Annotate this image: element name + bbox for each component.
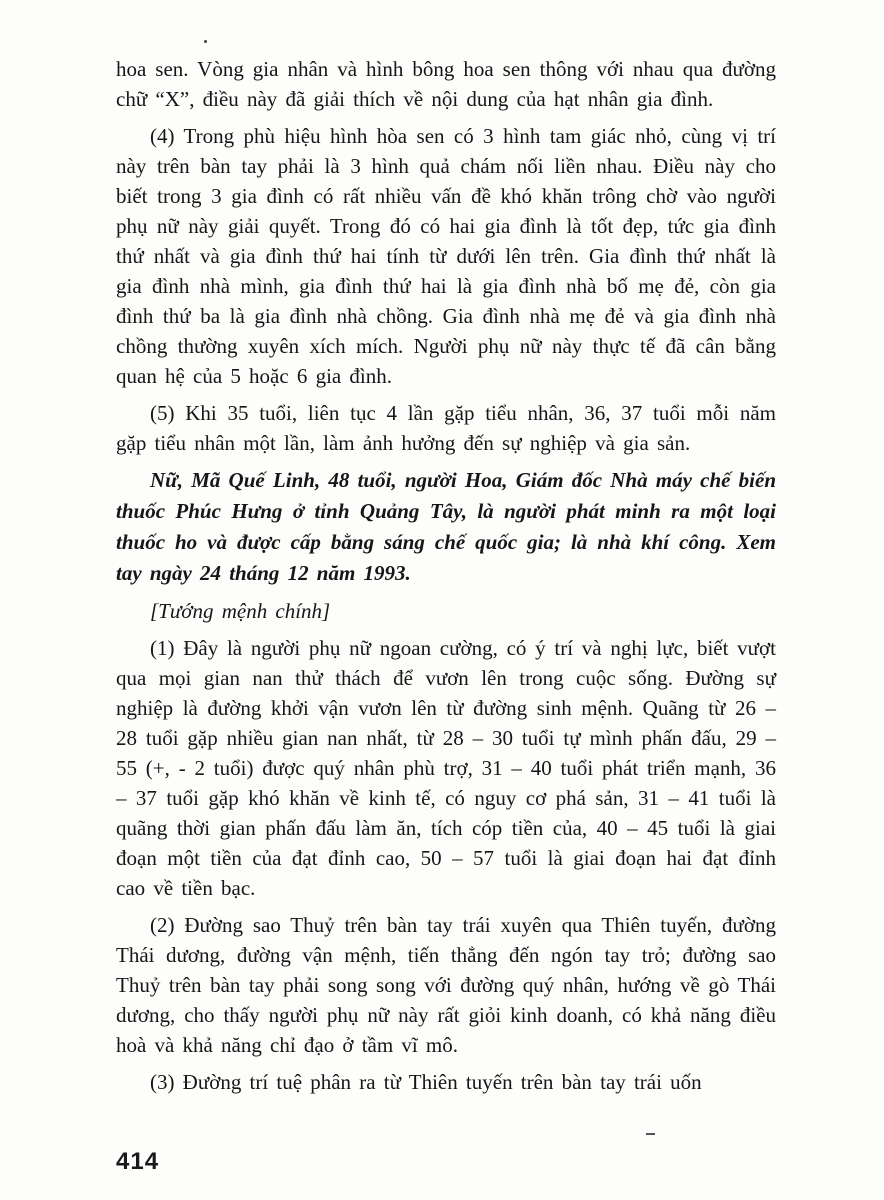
case-intro-paragraph: Nữ, Mã Quế Linh, 48 tuổi, người Hoa, Giám đốc Nhà máy chế biến thuốc Phúc Hưng ở tỉnh Quảng Tây, là người phát minh ra một loại thuốc ho và được cấp bằng sáng chế quốc gia; là nhà khí công. Xem tay ngày 24 tháng 12 năm 1993. [116,468,776,585]
scan-artifact-dash [646,1133,655,1135]
text-block [116,54,776,1104]
paragraph-2: (2) Đường sao Thuỷ trên bàn tay trái xuyên qua Thiên tuyến, đường Thái dương, đường vận mệnh, tiến thẳng đến ngón tay trỏ; đường sao Thuỷ trên bàn tay phải song song với đường quý nhân, hướng về gò Thái dương, cho thấy người phụ nữ này rất giỏi kinh doanh, có khả năng điều hoà và khả năng chỉ đạo ở tầm vĩ mô. [116,913,776,1057]
paragraph-continuation: hoa sen. Vòng gia nhân và hình bông hoa sen thông với nhau qua đường chữ “X”, điều này đã giải thích về nội dung của hạt nhân gia đình. [116,57,776,111]
scan-artifact-dot [204,40,207,43]
page-number: 414 [116,1148,160,1175]
paragraph-4: (4) Trong phù hiệu hình hòa sen có 3 hình tam giác nhỏ, cùng vị trí này trên bàn tay phải là 3 hình quả chám nối liền nhau. Điều này cho biết trong 3 gia đình có rất nhiều vấn đề khó khăn trông chờ vào người phụ nữ này giải quyết. Trong đó có hai gia đình là tốt đẹp, tức gia đình thứ nhất và gia đình thứ hai tính từ dưới lên trên. Gia đình thứ nhất là gia đình nhà mình, gia đình thứ hai là gia đình nhà bố mẹ đẻ, còn gia đình thứ ba là gia đình nhà chồng. Gia đình nhà mẹ đẻ và gia đình nhà chồng thường xuyên xích mích. Người phụ nữ này thực tế đã cân bằng quan hệ của 5 hoặc 6 gia đình. [116,124,776,388]
paragraph-5: (5) Khi 35 tuổi, liên tục 4 lần gặp tiểu nhân, 36, 37 tuổi mỗi năm gặp tiểu nhân một lần, làm ảnh hưởng đến sự nghiệp và gia sản. [116,401,776,455]
paragraph-3: (3) Đường trí tuệ phân ra từ Thiên tuyến trên bàn tay trái uốn [150,1070,702,1094]
section-label: [Tướng mệnh chính] [150,599,331,623]
paragraph-1: (1) Đây là người phụ nữ ngoan cường, có ý trí và nghị lực, biết vượt qua mọi gian nan thử thách để vươn lên trong cuộc sống. Đường sự nghiệp là đường khởi vận vươn lên từ đường sinh mệnh. Quãng từ 26 – 28 tuổi gặp nhiều gian nan nhất, từ 28 – 30 tuổi tự mình phấn đấu, 29 – 55 (+, - 2 tuổi) được quý nhân phù trợ, 31 – 40 tuổi phát triển mạnh, 36 – 37 tuổi gặp khó khăn về kinh tế, có nguy cơ phá sản, 31 – 41 tuổi là quãng thời gian phấn đấu làm ăn, tích cóp tiền của, 40 – 45 tuổi là giai đoạn một tiền của đạt đỉnh cao, 50 – 57 tuổi là giai đoạn hai đạt đỉnh cao về tiền bạc. [116,636,776,900]
